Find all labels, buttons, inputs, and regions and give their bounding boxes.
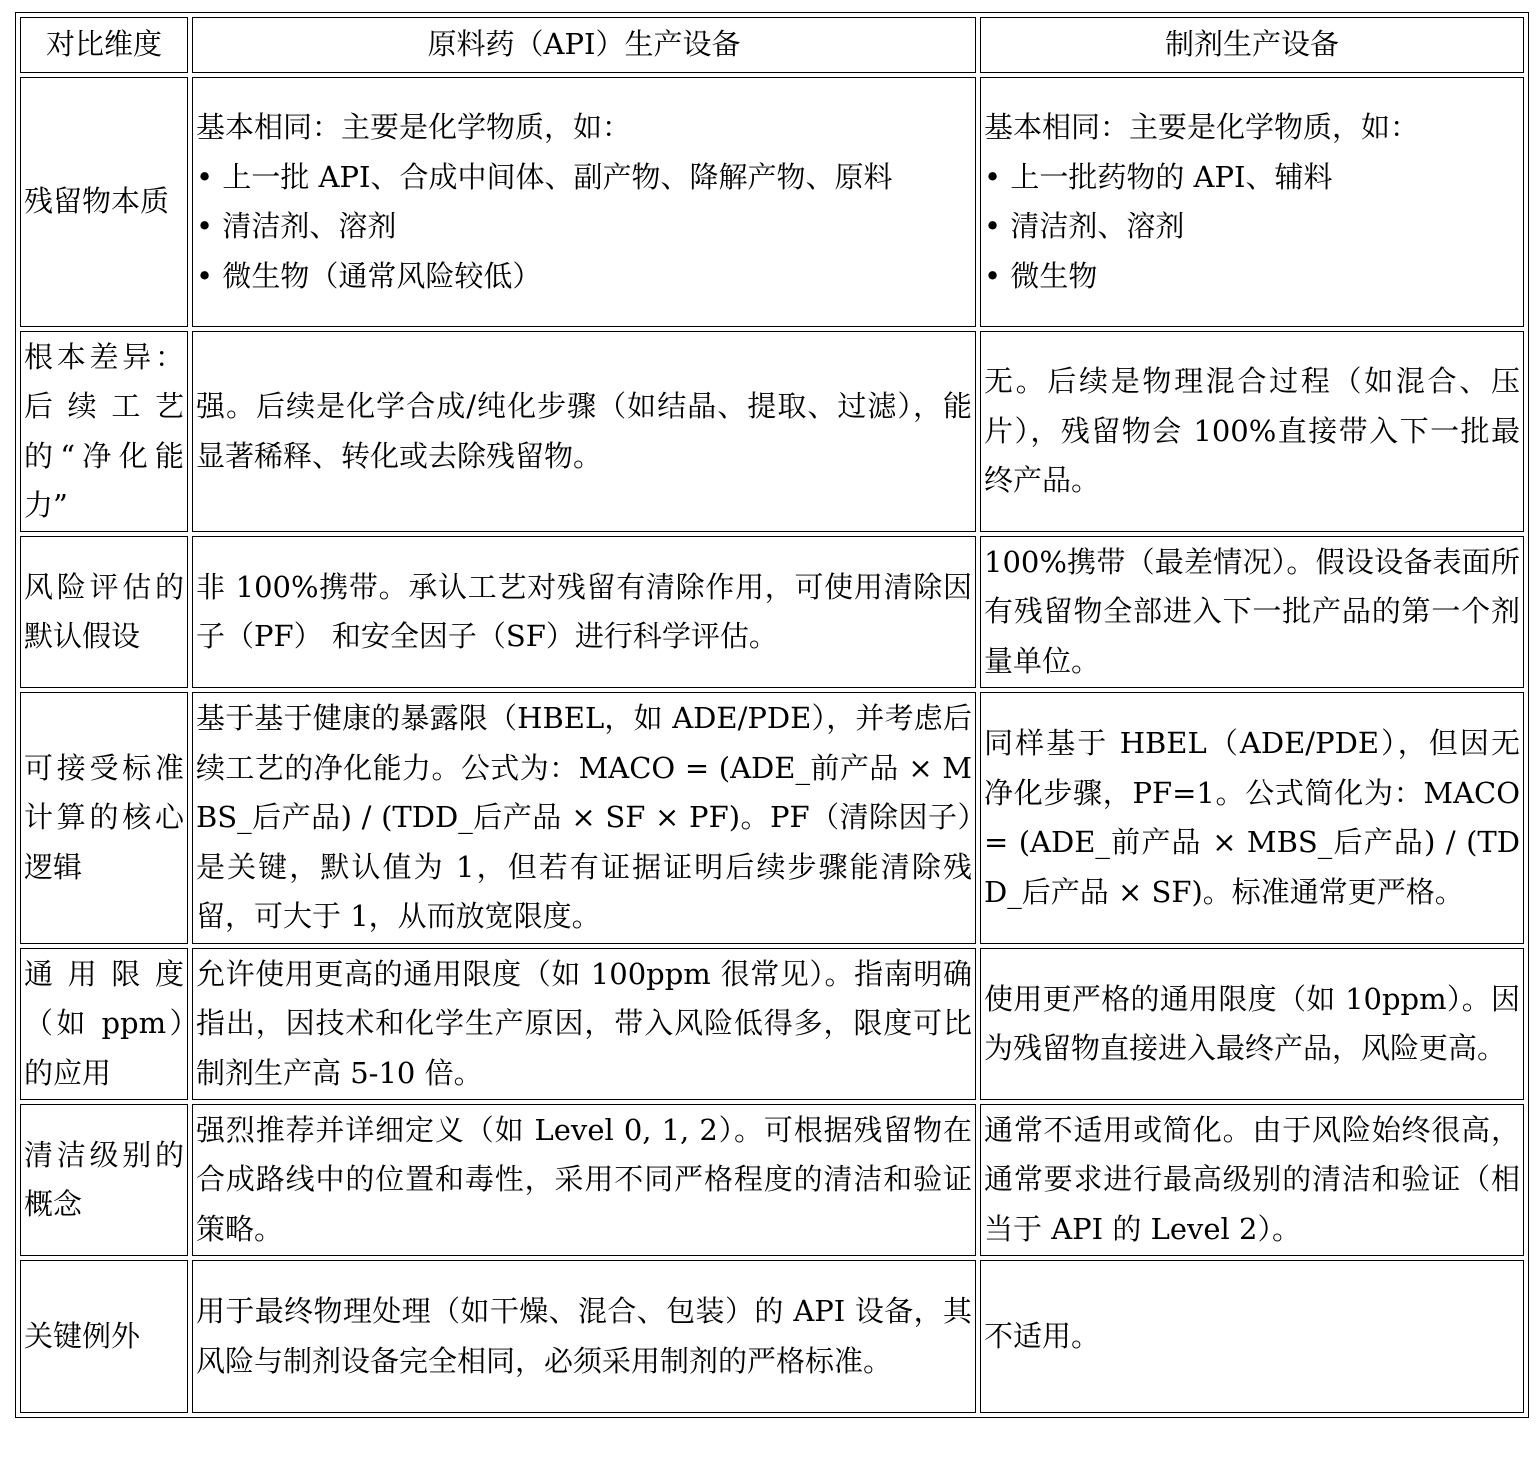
row-dimension: 清洁级别的概念: [20, 1104, 188, 1256]
row-formulation-cell: 100%携带（最差情况）。假设设备表面所有残留物全部进入下一批产品的第一个剂量单位。: [980, 536, 1524, 688]
row-api-cell: 强烈推荐并详细定义（如 Level 0, 1, 2）。可根据残留物在合成路线中的位置和毒性，采用不同严格程度的清洁和验证策略。: [192, 1104, 976, 1256]
bullet-item: • 上一批 API、合成中间体、副产物、降解产物、原料: [196, 159, 893, 194]
row-dimension: 关键例外: [20, 1260, 188, 1413]
row-api-cell: [192, 77, 976, 327]
row-dimension: 根本差异：后续工艺的“净化能力”: [20, 331, 188, 532]
bullet-item: • 上一批药物的 API、辅料: [984, 159, 1333, 194]
comparison-table: [15, 12, 1529, 1418]
row-formulation-cell: [980, 77, 1524, 327]
row-api-cell: 用于最终物理处理（如干燥、混合、包装）的 API 设备，其风险与制剂设备完全相同，必须采用制剂的严格标准。: [192, 1260, 976, 1413]
row-formulation-cell: 不适用。: [980, 1260, 1524, 1413]
row-dimension: 风险评估的默认假设: [20, 536, 188, 688]
header-formulation-equipment: 制剂生产设备: [980, 17, 1524, 73]
row-api-cell: 强。后续是化学合成/纯化步骤（如结晶、提取、过滤），能显著稀释、转化或去除残留物。: [192, 331, 976, 532]
row-api-cell: 允许使用更高的通用限度（如 100ppm 很常见）。指南明确指出，因技术和化学生产原因，带入风险低得多，限度可比制剂生产高 5-10 倍。: [192, 948, 976, 1100]
table-row: [20, 1260, 1524, 1413]
row-dimension: 残留物本质: [20, 77, 188, 327]
row-formulation-cell: 无。后续是物理混合过程（如混合、压片），残留物会 100%直接带入下一批最终产品。: [980, 331, 1524, 532]
table-row: [20, 77, 1524, 327]
header-dimension: 对比维度: [20, 17, 188, 73]
table-header-row: [20, 17, 1524, 73]
table-row: [20, 536, 1524, 688]
table-row: [20, 1104, 1524, 1256]
row-formulation-cell: 使用更严格的通用限度（如 10ppm）。因为残留物直接进入最终产品，风险更高。: [980, 948, 1524, 1100]
table-row: [20, 331, 1524, 532]
row-dimension: 可接受标准计算的核心逻辑: [20, 692, 188, 944]
row-api-cell: 基于基于健康的暴露限（HBEL，如 ADE/PDE），并考虑后续工艺的净化能力。公式为：MACO = (ADE_前产品 × MBS_后产品) / (TDD_后产品 × SF × PF)。PF（清除因子）是关键，默认值为 1，但若有证据证明后续步骤能清除残留，可大于 1，从而放宽限度。: [192, 692, 976, 944]
bullet-item: • 清洁剂、溶剂: [984, 209, 1185, 243]
table-row: [20, 692, 1524, 944]
row-formulation-cell: 通常不适用或简化。由于风险始终很高，通常要求进行最高级别的清洁和验证（相当于 API 的 Level 2）。: [980, 1104, 1524, 1256]
bullet-item: • 微生物（通常风险较低）: [196, 258, 542, 293]
bullet-item: • 微生物: [984, 258, 1098, 293]
cell-line: 基本相同：主要是化学物质，如：: [196, 110, 632, 144]
row-api-cell: 非 100%携带。承认工艺对残留有清除作用，可使用清除因子（PF） 和安全因子（SF）进行科学评估。: [192, 536, 976, 688]
cell-line: 基本相同：主要是化学物质，如：: [984, 110, 1420, 144]
bullet-item: • 清洁剂、溶剂: [196, 209, 397, 243]
row-formulation-cell: 同样基于 HBEL（ADE/PDE），但因无净化步骤，PF=1。公式简化为：MACO = (ADE_前产品 × MBS_后产品) / (TDD_后产品 × SF)。标准通常更严格。: [980, 692, 1524, 944]
header-api-equipment: 原料药（API）生产设备: [192, 17, 976, 73]
table-row: [20, 948, 1524, 1100]
row-dimension: 通用限度（如 ppm）的应用: [20, 948, 188, 1100]
